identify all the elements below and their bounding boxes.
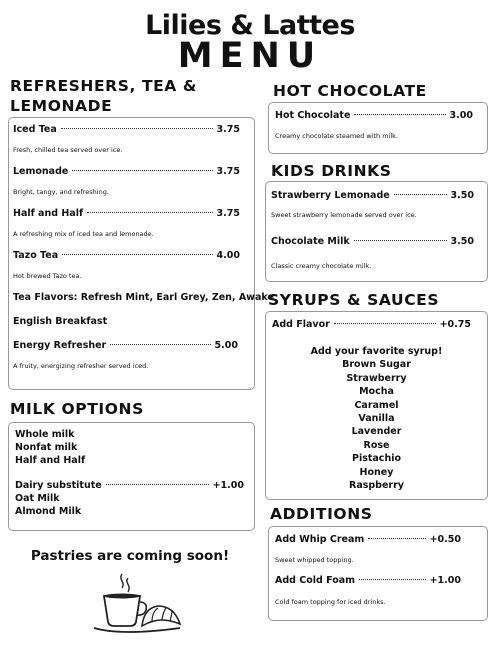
whip-cream-desc: Sweet whipped topping.	[275, 556, 354, 564]
milk-options-box	[8, 422, 255, 531]
chocolate-milk-desc: Classic creamy chocolate milk.	[271, 262, 372, 270]
menu-item-dairy-substitute: Dairy substitute +1.00	[15, 480, 244, 491]
menu-item-strawberry-lemonade: Strawberry Lemonade 3.50	[271, 190, 474, 201]
syrup-flavor: Strawberry	[346, 372, 407, 384]
syrup-flavor: Mocha	[359, 386, 394, 398]
milk-item: Half and Half	[15, 455, 86, 466]
menu-item-energy-refresher: Energy Refresher 5.00	[13, 340, 238, 351]
milk-item: Whole milk	[15, 429, 75, 440]
coffee-croissant-icon	[90, 570, 190, 640]
menu-item-iced-tea: Iced Tea 3.75	[13, 124, 240, 135]
menu-item-hot-chocolate: Hot Chocolate 3.00	[275, 110, 473, 121]
pastries-coming-soon: Pastries are coming soon!	[30, 548, 230, 564]
lemonade-desc: Bright, tangy, and refreshing.	[13, 188, 109, 196]
menu-item-add-flavor: Add Flavor +0.75	[272, 319, 471, 330]
syrup-intro: Add your favorite syrup!	[310, 346, 443, 357]
syrup-flavor: Raspberry	[349, 480, 404, 492]
menu-subtitle: MENU	[177, 36, 323, 76]
menu-item-tazo-tea: Tazo Tea 4.00	[13, 250, 240, 261]
menu-item-half-and-half: Half and Half 3.75	[13, 208, 240, 219]
tazo-tea-desc: Hot brewed Tazo tea.	[13, 272, 82, 280]
hot-chocolate-desc: Creamy chocolate steamed with milk.	[275, 132, 398, 140]
syrup-flavor: Honey	[359, 466, 394, 478]
hot-chocolate-heading: HOT CHOCOLATE	[273, 82, 427, 100]
refreshers-box	[8, 117, 274, 390]
iced-tea-desc: Fresh, chilled tea served over ice.	[13, 146, 123, 154]
menu-item-add-whip-cream: Add Whip Cream +0.50	[275, 534, 461, 545]
half-and-half-desc: A refreshing mix of iced tea and lemonade.	[13, 230, 154, 238]
milk-item: Nonfat milk	[15, 442, 78, 453]
syrup-flavor: Caramel	[354, 399, 399, 411]
energy-refresher-desc: A fruity, energizing refresher served iced.	[13, 362, 149, 370]
milk-options-heading: MILK OPTIONS	[10, 400, 144, 418]
kids-drinks-heading: KIDS DRINKS	[271, 162, 392, 180]
menu-item-add-cold-foam: Add Cold Foam +1.00	[275, 575, 461, 586]
syrup-flavor: Vanilla	[358, 413, 395, 425]
additions-heading: ADDITIONS	[270, 505, 373, 523]
menu-item-lemonade: Lemonade 3.75	[13, 166, 240, 177]
strawberry-lemonade-desc: Sweet strawberry lemonade served over ice.	[271, 211, 417, 219]
syrup-flavor: Rose	[363, 439, 390, 451]
refreshers-heading: REFRESHERS, TEA & LEMONADE	[10, 77, 198, 115]
tea-flavors: Tea Flavors: Refresh Mint, Earl Grey, Zen, Awake	[13, 292, 274, 303]
menu-title: Lilies & Lattes	[145, 10, 355, 41]
hot-chocolate-box	[268, 102, 488, 154]
menu-item-chocolate-milk: Chocolate Milk 3.50	[271, 236, 474, 247]
cold-foam-desc: Cold foam topping for iced drinks.	[275, 598, 386, 606]
syrup-flavor: Pistachio	[351, 453, 401, 465]
english-breakfast: English Breakfast	[13, 316, 108, 327]
additions-box	[268, 526, 488, 621]
milk-sub-item: Almond Milk	[15, 506, 82, 517]
milk-sub-item: Oat Milk	[15, 493, 60, 504]
syrup-flavor-list	[266, 345, 487, 492]
kids-drinks-box	[265, 181, 488, 282]
syrups-sauces-box	[265, 311, 488, 500]
syrup-flavor: Lavender	[351, 426, 402, 438]
syrups-sauces-heading: SYRUPS & SAUCES	[268, 291, 440, 309]
syrup-flavor: Brown Sugar	[342, 359, 411, 371]
